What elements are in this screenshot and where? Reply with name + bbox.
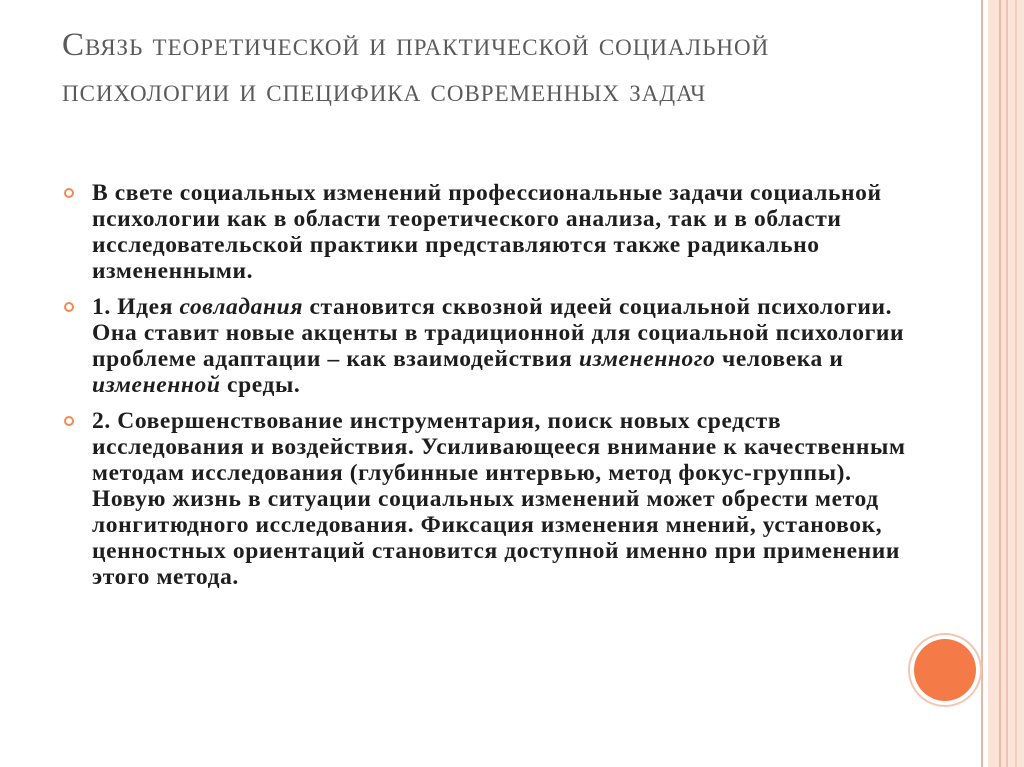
bullet-text-italic: измененной xyxy=(92,372,221,398)
bullet-text-italic: совладания xyxy=(179,294,304,320)
bullet-item xyxy=(62,294,912,398)
hollow-circle-bullet-icon xyxy=(64,188,74,198)
orange-circle-icon xyxy=(914,639,976,701)
bullet-text-italic: измененного xyxy=(578,346,716,372)
bullet-text-part: среды. xyxy=(220,372,301,398)
bullet-text-part: становится сквозной идеей социальной психологии. Она ставит новые акценты в традиционной для социальной психологии проблеме адаптации – как взаимодействия xyxy=(92,294,905,372)
decorative-stripe-line xyxy=(1006,0,1008,767)
bullet-text-part: 1. Идея xyxy=(92,294,180,320)
bullet-text: В свете социальных изменений профессиональные задачи социальной психологии как в области теоретического анализа, так и в области исследовательской практики представляются также радикально измененными. xyxy=(92,180,882,284)
decorative-stripe-line xyxy=(1015,0,1017,767)
hollow-circle-bullet-icon xyxy=(64,302,74,312)
bullet-text: 2. Совершенствование инструментария, поиск новых средств исследования и воздействия. Усиливающееся внимание к качественным методам исследования (глубинные интервью, метод фокус-группы). Новую жизнь в ситуации социальных изменений может обрести метод лонгитюдного исследования. Фиксация изменения мнений, установок, ценностных ориентаций становится доступной именно при применении этого метода. xyxy=(92,408,906,590)
slide-title: Связь теоретической и практической социальной психологии и специфика современных задач xyxy=(62,27,770,109)
bullet-item xyxy=(62,408,912,590)
decorative-stripe-line xyxy=(981,0,983,767)
decorative-stripe-line xyxy=(999,0,1001,767)
bullet-list xyxy=(62,180,912,600)
bullet-item xyxy=(62,180,912,284)
hollow-circle-bullet-icon xyxy=(64,416,74,426)
bullet-text-part: человека и xyxy=(715,346,844,372)
